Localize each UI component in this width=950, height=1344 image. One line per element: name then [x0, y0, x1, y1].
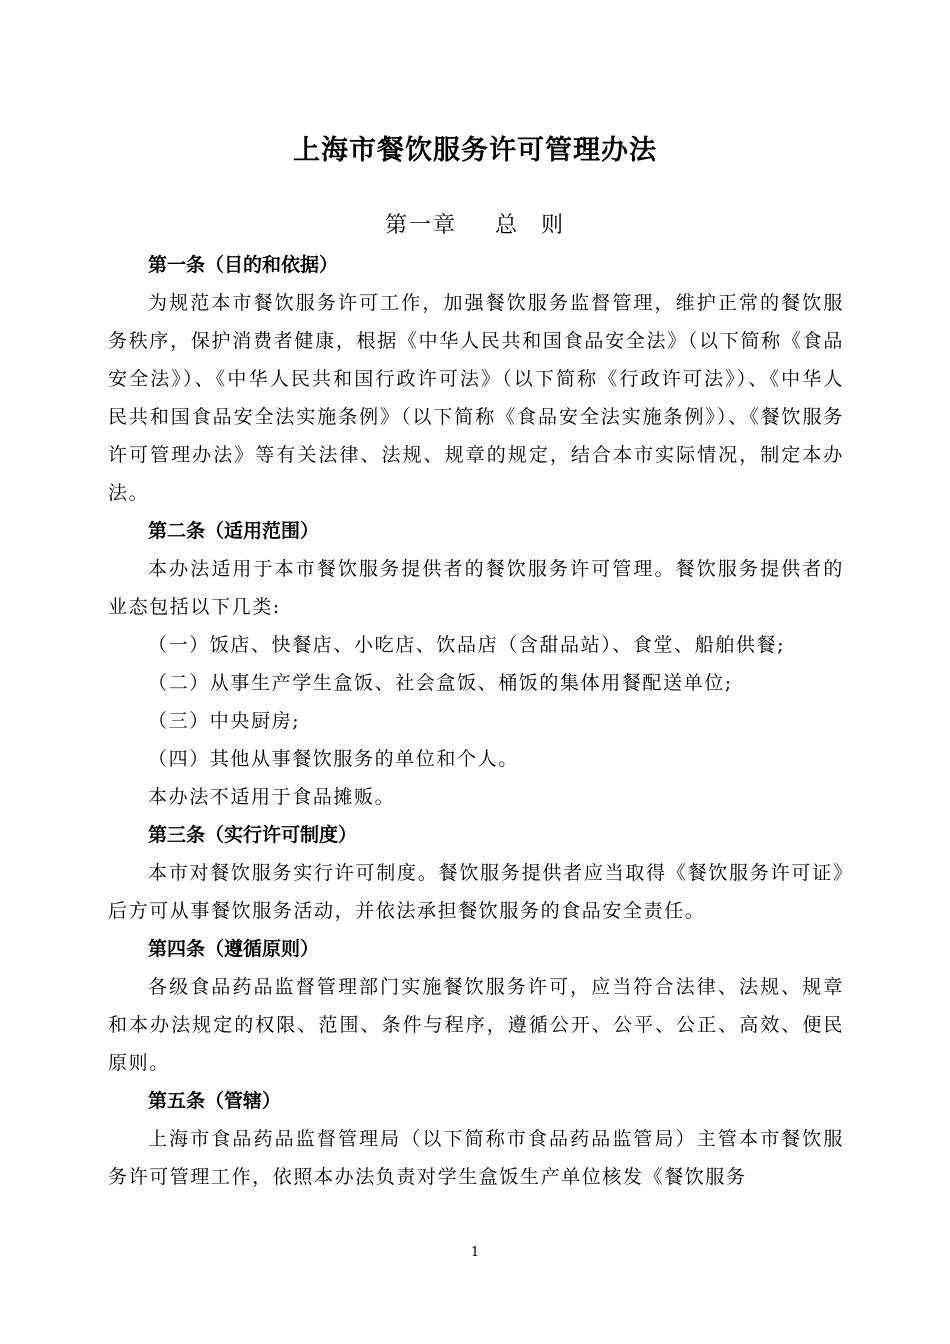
- article-2-item-4: （四）其他从事餐饮服务的单位和个人。: [148, 748, 519, 770]
- article-4-paragraph: 各级食品药品监督管理部门实施餐饮服务许可，应当符合法律、法规、规章和本办法规定的权限、范围、条件与程序，遵循公开、公平、公正、高效、便民原则。: [108, 976, 844, 1074]
- chapter-label: 第一章: [384, 213, 457, 238]
- article-5-heading: 第五条（管辖）: [148, 1090, 282, 1112]
- chapter-name-part1: 总: [494, 213, 519, 238]
- article-4-heading: 第四条（遵循原则）: [148, 938, 320, 960]
- article-2-item-2: （二）从事生产学生盒饭、社会盒饭、桶饭的集体用餐配送单位;: [148, 672, 733, 694]
- article-2-item-1: （一）饭店、快餐店、小吃店、饮品店（含甜品站）、食堂、船舶供餐;: [148, 634, 786, 656]
- document-body: [108, 246, 844, 1196]
- article-3-heading: 第三条（实行许可制度）: [148, 824, 358, 846]
- chapter-name-part2: 则: [541, 213, 566, 238]
- article-2-intro: 本办法适用于本市餐饮服务提供者的餐饮服务许可管理。餐饮服务提供者的业态包括以下几类:: [108, 558, 844, 618]
- article-1-heading: 第一条（目的和依据）: [148, 254, 339, 276]
- article-5-paragraph: 上海市食品药品监督管理局（以下简称市食品药品监管局）主管本市餐饮服务许可管理工作，依照本办法负责对学生盒饭生产单位核发《餐饮服务: [108, 1128, 844, 1188]
- article-2-heading: 第二条（适用范围）: [148, 520, 320, 542]
- article-1-paragraph: 为规范本市餐饮服务许可工作，加强餐饮服务监督管理，维护正常的餐饮服务秩序，保护消费者健康，根据《中华人民共和国食品安全法》（以下简称《食品安全法》）、《中华人民共和国行政许可法》（以下简称《行政许可法》）、《中华人民共和国食品安全法实施条例》（以下简称《食品安全法实施条例》）、《餐饮服务许可管理办法》等有关法律、法规、规章的规定，结合本市实际情况，制定本办法。: [108, 292, 844, 504]
- article-3-paragraph: 本市对餐饮服务实行许可制度。餐饮服务提供者应当取得《餐饮服务许可证》后方可从事餐饮服务活动，并依法承担餐饮服务的食品安全责任。: [108, 862, 844, 922]
- article-2-exclusion: 本办法不适用于食品摊贩。: [148, 786, 396, 808]
- page-number: 1: [470, 1245, 480, 1260]
- chapter-heading: [0, 208, 950, 239]
- document-title: 上海市餐饮服务许可管理办法: [293, 135, 657, 166]
- article-2-item-3: （三）中央厨房;: [148, 710, 301, 732]
